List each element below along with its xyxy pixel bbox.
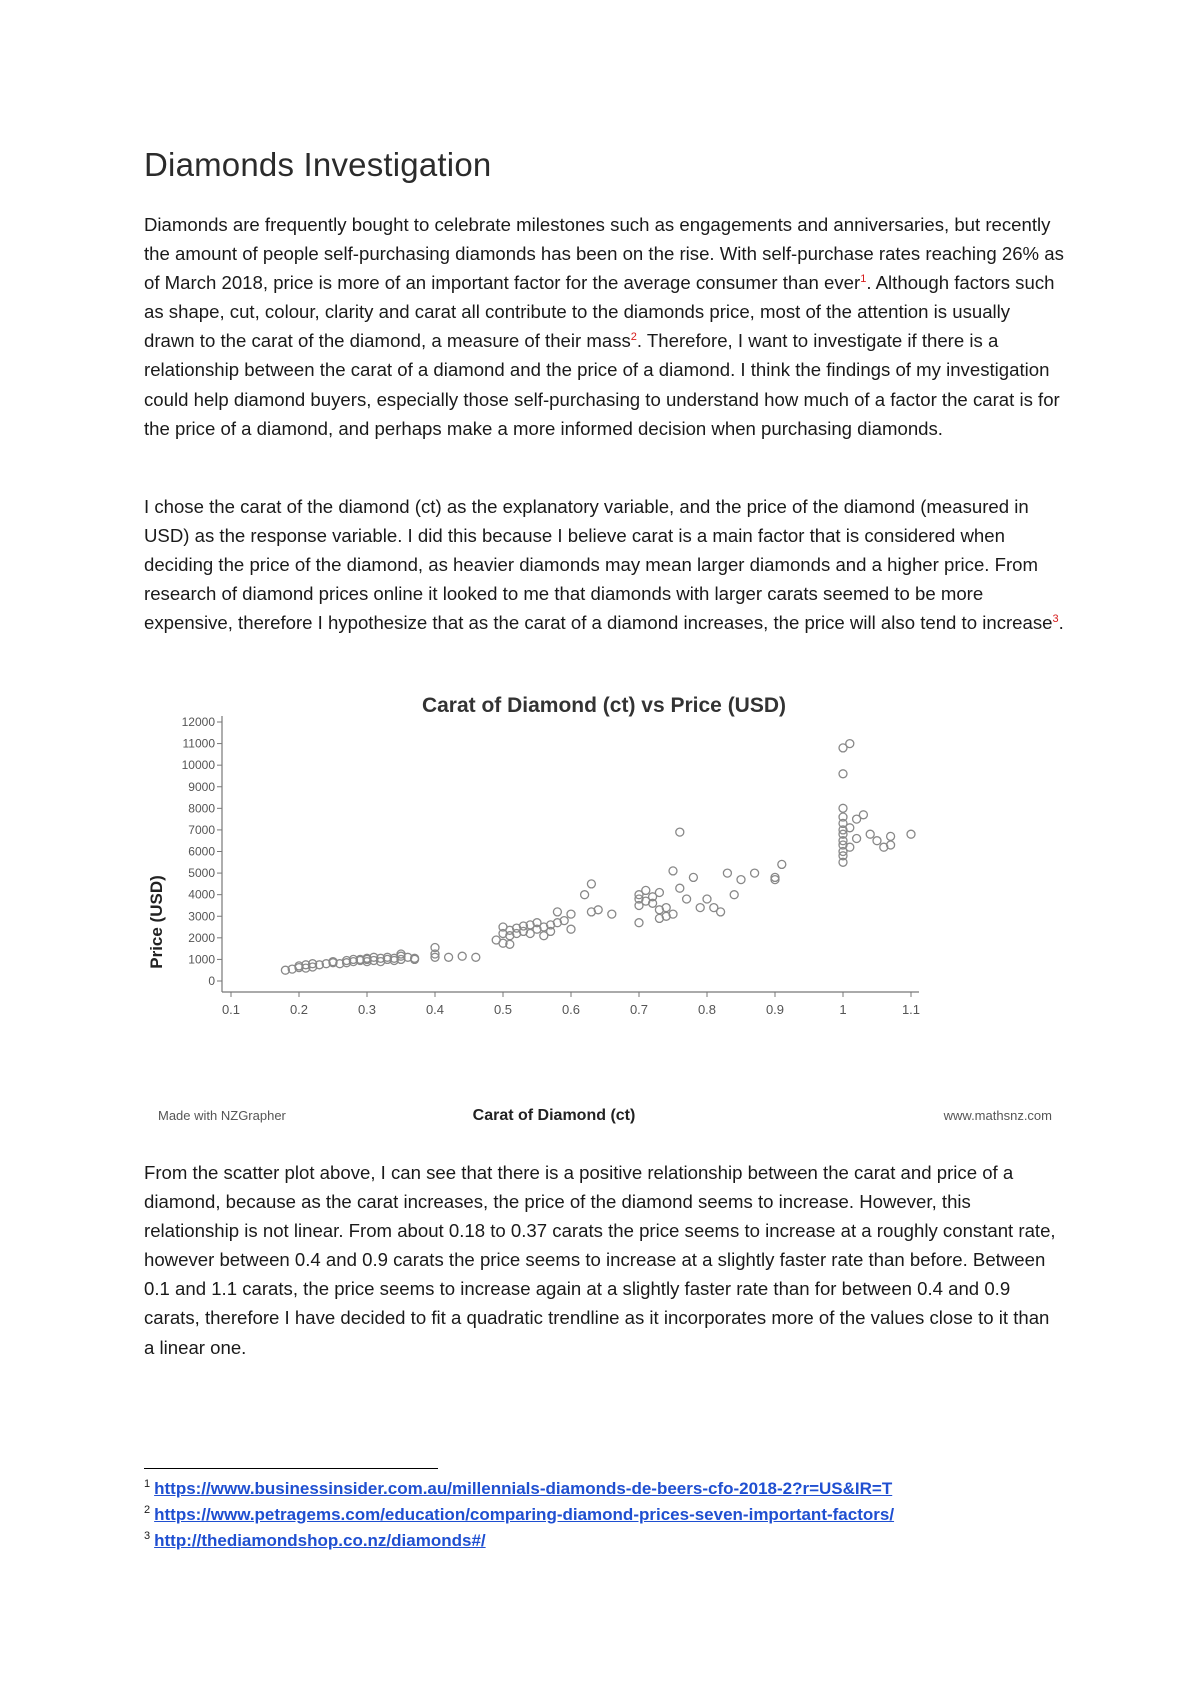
document-title: Diamonds Investigation	[144, 146, 492, 183]
data-point	[642, 886, 650, 894]
data-point	[676, 884, 684, 892]
data-point	[655, 889, 663, 897]
x-tick-label: 0.7	[629, 1002, 649, 1017]
data-point	[669, 867, 677, 875]
footnote-number: 2	[144, 1504, 151, 1517]
data-point	[853, 835, 861, 843]
data-point	[635, 919, 643, 927]
y-tick-label: 7000	[188, 822, 215, 837]
y-tick-label: 3000	[188, 909, 215, 924]
y-tick-label: 1000	[188, 952, 215, 967]
variables-text-1: I chose the carat of the diamond (ct) as the explanatory variable, and the price of the diamond (measured in USD) as the response variable. I did this because I believe carat is a main factor that is considered when deciding the price of the diamond, as heavier diamonds may mean larger diamonds and a higher price. From research of diamond prices online it looked to me that diamonds with larger carats seemed to be more expensive, therefore I hypothesize that as the carat of a diamond increases, the price will also tend to increase	[144, 496, 1053, 634]
x-tick-label: 1.1	[901, 1002, 921, 1017]
variables-paragraph	[144, 492, 1064, 637]
intro-text-1: Diamonds are frequently bought to celebrate milestones such as engagements and anniversaries, but recently the amount of people self-purchasing diamonds has been on the rise. With self-purchase rates reaching 26% as of March 2018, price is more of an important factor for the average consumer than ever	[144, 214, 1064, 294]
y-tick-label: 6000	[188, 844, 215, 859]
data-point	[723, 869, 731, 877]
data-point	[587, 880, 595, 888]
data-point	[907, 830, 915, 838]
x-tick-label: 0.8	[697, 1002, 717, 1017]
footnote-number: 1	[144, 1478, 151, 1491]
data-point	[683, 895, 691, 903]
x-tick-label: 0.6	[561, 1002, 581, 1017]
data-point	[737, 876, 745, 884]
data-point	[846, 740, 854, 748]
x-tick-label: 0.3	[357, 1002, 377, 1017]
data-point	[567, 925, 575, 933]
footnote-divider	[144, 1468, 438, 1469]
data-point	[717, 908, 725, 916]
footnote-ref-1[interactable]: 1	[860, 273, 867, 285]
data-point	[887, 832, 895, 840]
data-point	[608, 910, 616, 918]
footnote-item	[144, 1528, 894, 1554]
footnote-link[interactable]: https://www.businessinsider.com.au/millennials-diamonds-de-beers-cfo-2018-2?r=US&IR=T	[154, 1479, 893, 1498]
chart-credit-left: Made with NZGrapher	[158, 1108, 286, 1123]
x-tick-label: 0.4	[425, 1002, 445, 1017]
x-tick-label: 0.5	[493, 1002, 513, 1017]
y-tick-label: 2000	[188, 930, 215, 945]
y-tick-label: 0	[208, 974, 215, 988]
y-tick-label: 10000	[181, 758, 215, 773]
footnote-ref-2[interactable]: 2	[630, 331, 637, 344]
data-point	[553, 908, 561, 916]
variables-text-2: .	[1058, 612, 1064, 634]
data-point	[866, 830, 874, 838]
chart-points	[281, 740, 915, 975]
data-point	[472, 953, 480, 961]
y-tick-label: 11000	[182, 736, 215, 751]
footnote-link[interactable]: http://thediamondshop.co.nz/diamonds#/	[154, 1531, 486, 1550]
data-point	[778, 860, 786, 868]
footnote-ref-3[interactable]: 3	[1052, 613, 1059, 626]
data-point	[730, 891, 738, 899]
x-tick-label: 0.1	[221, 1002, 241, 1017]
footnote-link[interactable]: https://www.petragems.com/education/comparing-diamond-prices-seven-important-factors/	[154, 1505, 895, 1524]
intro-text-3: . Therefore, I want to investigate if there is a relationship between the carat of a diamond and the price of a diamond. I think the findings of my investigation could help diamond buyers, especially those self-purchasing to understand how much of a factor the carat is for the price of a diamond, and perhaps make a more informed decision when purchasing diamonds.	[144, 330, 1060, 439]
data-point	[458, 952, 466, 960]
analysis-paragraph: From the scatter plot above, I can see that there is a positive relationship between the carat and price of a diamond, because as the carat increases, the price of the diamond seems to increase. However, this relationship is not linear. From about 0.18 to 0.37 carats the price seems to increase at a roughly constant rate, however between 0.4 and 0.9 carats the price seems to increase at a slightly faster rate than before. Between 0.1 and 1.1 carats, the price seems to increase again at a slightly faster rate than for between 0.4 and 0.9 carats, therefore I have decided to fit a quadratic trendline as it incorporates more of the values close to it than a linear one.	[144, 1162, 1056, 1358]
data-point	[676, 828, 684, 836]
data-point	[751, 869, 759, 877]
data-point	[839, 804, 847, 812]
data-point	[445, 953, 453, 961]
scatter-chart	[144, 692, 1064, 1142]
y-tick-label: 8000	[188, 801, 215, 816]
data-point	[689, 873, 697, 881]
data-point	[873, 837, 881, 845]
footnote-number: 3	[144, 1530, 151, 1543]
chart-x-axis-label: Carat of Diamond (ct)	[472, 1107, 636, 1124]
x-tick-label: 0.9	[765, 1002, 785, 1017]
chart-title: Carat of Diamond (ct) vs Price (USD)	[421, 694, 787, 717]
y-tick-label: 9000	[188, 779, 215, 794]
y-tick-label: 4000	[188, 887, 215, 902]
y-tick-label: 12000	[181, 715, 215, 729]
footnote-list	[144, 1476, 894, 1554]
data-point	[839, 770, 847, 778]
intro-text-2: . Although factors such as shape, cut, colour, clarity and carat all contribute to the diamonds price, most of the attention is usually drawn to the carat of the diamond, a measure of their mass	[144, 272, 1055, 352]
data-point	[703, 895, 711, 903]
chart-y-axis-label: Price (USD)	[147, 875, 166, 969]
x-tick-label: 0.2	[289, 1002, 309, 1017]
footnote-item	[144, 1476, 894, 1502]
data-point	[859, 811, 867, 819]
y-tick-label: 5000	[188, 866, 215, 881]
data-point	[581, 891, 589, 899]
scatter-plot-svg	[144, 692, 1064, 1142]
data-point	[696, 904, 704, 912]
footnote-item	[144, 1502, 894, 1528]
data-point	[567, 910, 575, 918]
chart-credit-right: www.mathsnz.com	[943, 1108, 1052, 1123]
intro-paragraph	[144, 210, 1064, 443]
x-tick-label: 1	[839, 1002, 847, 1017]
chart-axes	[182, 715, 920, 1017]
